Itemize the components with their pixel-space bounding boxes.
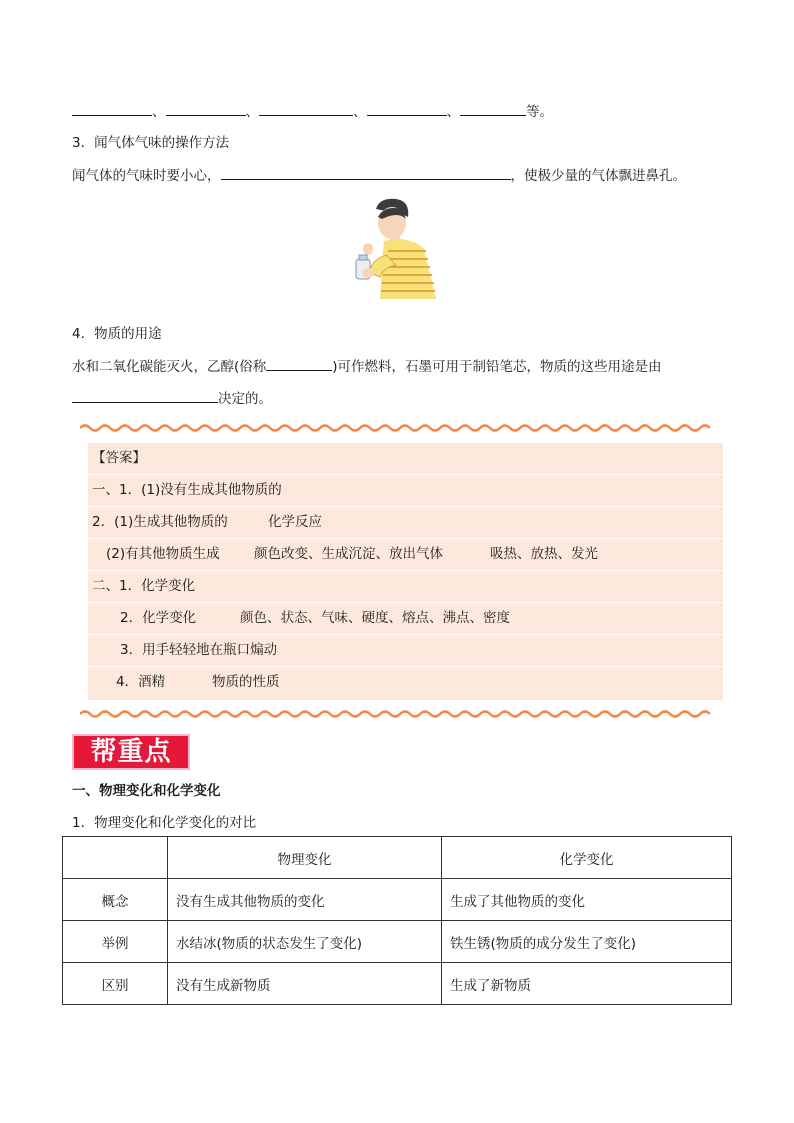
table-header-row [63,837,732,879]
table-cell: 生成了其他物质的变化 [442,879,732,921]
answer-text: 物质的性质 [212,674,280,690]
separator: 、 [446,104,460,120]
fill-in-line-list [72,101,553,122]
table-cell: 生成了新物质 [442,963,732,1005]
separator: 、 [353,104,367,120]
q3-title: 3．闻气体气味的操作方法 [72,135,230,151]
separator: 、 [245,104,259,120]
q3-suffix: ，使极少量的气体飘进鼻孔。 [510,168,686,184]
blank[interactable] [72,101,152,116]
table-header-cell [63,837,168,879]
table-header-cell: 化学变化 [442,837,732,879]
answer-row [88,603,723,635]
section-subheading: 1．物理变化和化学变化的对比 [72,815,257,831]
answer-row [88,507,723,539]
q4-prefix: 水和二氧化碳能灭火，乙醇(俗称 [72,359,267,375]
wavy-divider-top [80,421,710,435]
table-cell: 概念 [63,879,168,921]
answer-text: 2．化学变化 [120,610,197,626]
answer-text: 化学反应 [268,514,322,530]
q4-title: 4．物质的用途 [72,326,162,342]
answer-row [88,571,723,603]
blank[interactable] [259,101,353,116]
answer-text: 吸热、放热、发光 [490,546,598,562]
answer-text: 2．(1)生成其他物质的 [92,514,228,530]
table-row [63,921,732,963]
section-banner: 帮重点 [72,734,190,770]
answer-text: 颜色、状态、气味、硬度、熔点、沸点、密度 [240,610,510,626]
wavy-divider-bottom [80,707,710,721]
boy-smelling-bottle-illustration [340,195,448,303]
table-cell: 铁生锈(物质的成分发生了变化) [442,921,732,963]
answer-text: 3．用手轻轻地在瓶口煽动 [120,642,278,658]
q4-blank-nickname[interactable] [266,356,332,371]
table-cell: 没有生成新物质 [168,963,442,1005]
table-cell: 区别 [63,963,168,1005]
answer-text: 二、1．化学变化 [92,578,196,594]
table-cell: 没有生成其他物质的变化 [168,879,442,921]
q4-line2 [72,388,272,409]
table-header-cell: 物理变化 [168,837,442,879]
blank[interactable] [367,101,447,116]
answer-header: 【答案】 [92,450,146,466]
q4-line1 [72,356,662,377]
table-row [63,879,732,921]
q3-question [72,165,686,186]
section-heading: 一、物理变化和化学变化 [72,783,221,799]
blank[interactable] [460,101,526,116]
answer-text: 一、1．(1)没有生成其他物质的 [92,482,282,498]
answer-row [88,539,723,571]
answer-text: (2)有其他物质生成 [106,546,220,562]
answer-row [88,475,723,507]
answer-box [88,443,723,700]
table-row [63,963,732,1005]
answer-text: 颜色改变、生成沉淀、放出气体 [254,546,443,562]
answer-header-row [88,443,723,475]
comparison-table [62,836,732,1005]
q4-suffix: )可作燃料，石墨可用于制铅笔芯，物质的这些用途是由 [332,359,662,375]
q4-line2-suffix: 决定的。 [218,391,272,407]
table-cell: 举例 [63,921,168,963]
line-end: 等。 [526,104,553,120]
q3-blank[interactable] [221,165,511,180]
blank[interactable] [166,101,246,116]
table-cell: 水结冰(物质的状态发生了变化) [168,921,442,963]
answer-row [88,667,723,698]
answer-text: 4．酒精 [116,674,166,690]
separator: 、 [152,104,166,120]
answer-row [88,635,723,667]
q4-blank-decides[interactable] [72,388,218,403]
q3-prefix: 闻气体的气味时要小心， [72,168,221,184]
